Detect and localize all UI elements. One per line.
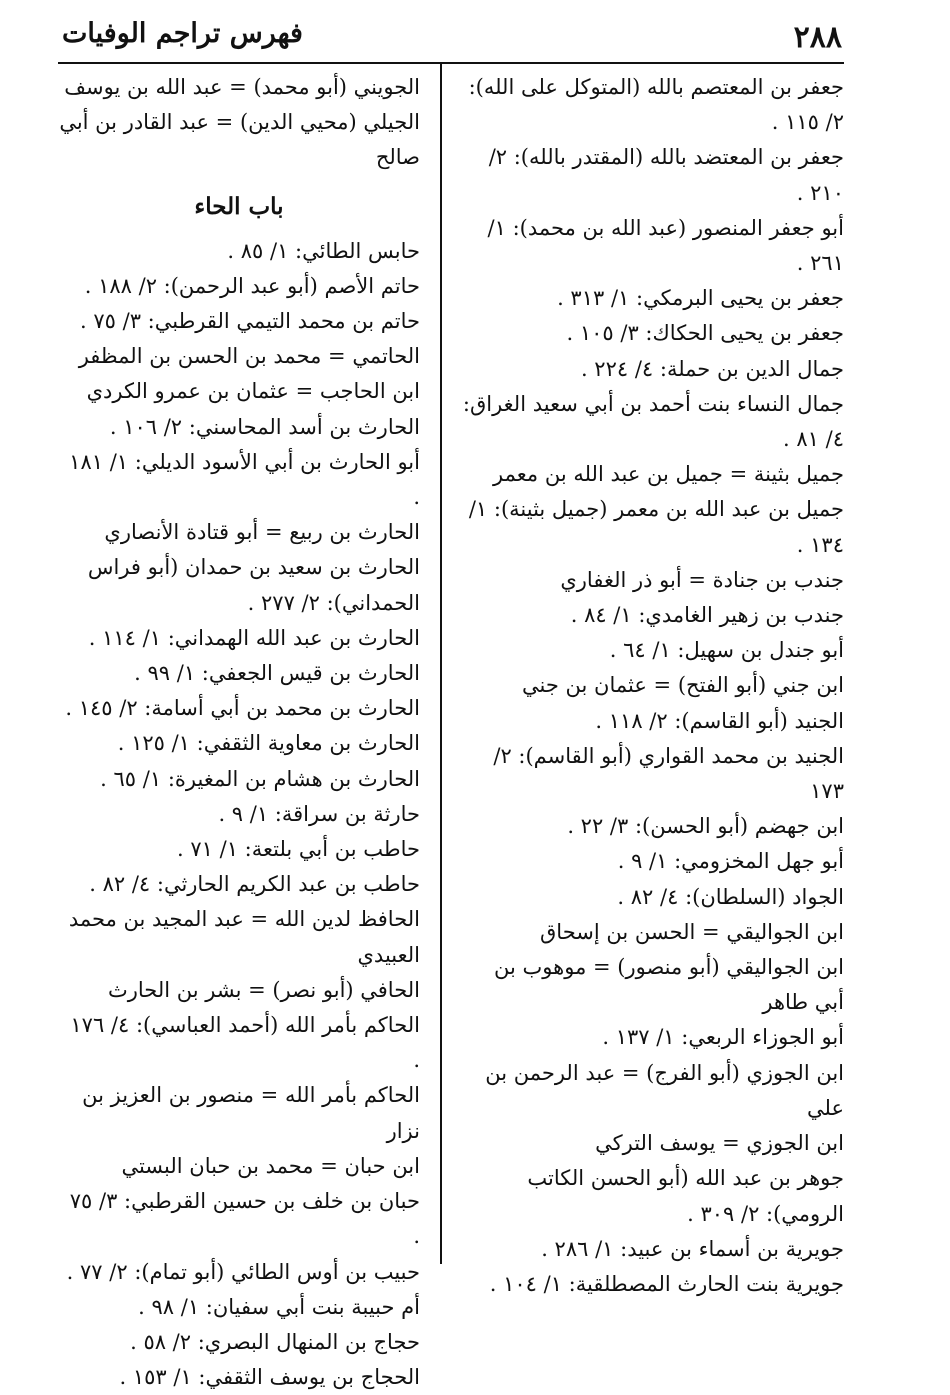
index-entry: الجواد (السلطان): ٤/ ٨٢ . bbox=[617, 884, 844, 909]
index-entry: جعفر بن المعتضد بالله (المقتدر بالله): ٢/ ٢١٠ . bbox=[488, 145, 844, 205]
index-entry: الجنيد (أبو القاسم): ٢/ ١١٨ . bbox=[595, 708, 844, 733]
index-entry: جميل بثينة = جميل بن عبد الله بن معمر bbox=[493, 462, 844, 487]
index-entry: الجويني (أبو محمد) = عبد الله بن يوسف bbox=[64, 75, 420, 99]
left-entries-after-heading bbox=[58, 234, 420, 1395]
index-entry: جويرية بن أسماء بن عبيد: ١/ ٢٨٦ . bbox=[541, 1236, 844, 1261]
index-entry: جميل بن عبد الله بن معمر (جميل بثينة): ١/ ١٣٤ . bbox=[468, 497, 844, 557]
index-entry: الحاكم بأمر الله (أحمد العباسي): ٤/ ١٧٦ . bbox=[70, 1013, 420, 1073]
index-entry: الحارث بن محمد بن أبي أسامة: ٢/ ١٤٥ . bbox=[65, 696, 420, 721]
index-entry: الحاتمي = محمد بن الحسن بن المظفر bbox=[78, 344, 420, 369]
index-entry: حبان بن خلف بن حسين القرطبي: ٣/ ٧٥ . bbox=[69, 1189, 420, 1249]
index-entry: الحافي (أبو نصر) = بشر بن الحارث bbox=[107, 977, 420, 1002]
index-entry: حابس الطائي: ١/ ٨٥ . bbox=[227, 238, 420, 263]
header-rule bbox=[58, 62, 844, 64]
index-entry: الجيلي (محيي الدين) = عبد القادر بن أبي صالح bbox=[59, 110, 420, 170]
index-entry: الحارث بن عبد الله الهمداني: ١/ ١١٤ . bbox=[88, 625, 420, 650]
index-entry: حاتم الأصم (أبو عبد الرحمن): ٢/ ١٨٨ . bbox=[84, 273, 420, 298]
index-entry: أم حبيبة بنت أبي سفيان: ١/ ٩٨ . bbox=[138, 1294, 420, 1319]
index-entry: ابن الجوزي (أبو الفرج) = عبد الرحمن بن علي bbox=[485, 1060, 844, 1120]
index-entry: ابن الجوزي = يوسف التركي bbox=[595, 1131, 844, 1156]
running-title: فهرس تراجم الوفيات bbox=[62, 18, 303, 49]
index-entry: الحارث بن هشام بن المغيرة: ١/ ٦٥ . bbox=[100, 766, 420, 791]
index-entry: أبو جندل بن سهيل: ١/ ٦٤ . bbox=[609, 638, 844, 663]
column-divider bbox=[440, 64, 442, 1264]
index-entry: أبو الجوزاء الربعي: ١/ ١٣٧ . bbox=[602, 1025, 844, 1050]
index-entry: أبو جعفر المنصور (عبد الله بن محمد): ١/ ٢٦١ . bbox=[487, 215, 844, 276]
index-entry: جمال الدين بن حملة: ٤/ ٢٢٤ . bbox=[580, 356, 844, 381]
index-entry: جمال النساء بنت أحمد بن أبي سعيد الغراق: ٤/ ٨١ . bbox=[462, 391, 844, 452]
index-entry: حبيب بن أوس الطائي (أبو تمام): ٢/ ٧٧ . bbox=[66, 1259, 420, 1284]
index-entry: الحجاج بن يوسف الثقفي: ١/ ١٥٣ . bbox=[119, 1365, 420, 1390]
index-entry: جويرية بنت الحارث المصطلقية: ١/ ١٠٤ . bbox=[489, 1271, 844, 1296]
index-entry: الحارث بن أسد المحاسني: ٢/ ١٠٦ . bbox=[109, 414, 420, 439]
index-entry: الحارث بن سعيد بن حمدان (أبو فراس الحمداني): ٢/ ٢٧٧ . bbox=[87, 555, 420, 615]
index-entry: ابن جهضم (أبو الحسن): ٣/ ٢٢ . bbox=[567, 814, 844, 839]
index-entry: حجاج بن المنهال البصري: ٢/ ٥٨ . bbox=[130, 1329, 420, 1354]
index-entry: ابن الجواليقي = الحسن بن إسحاق bbox=[540, 919, 844, 944]
index-entry: حاطب بن أبي بلتعة: ١/ ٧١ . bbox=[177, 837, 420, 862]
index-entry: أبو الحارث بن أبي الأسود الديلي: ١/ ١٨١ . bbox=[69, 449, 420, 510]
left-entries-before-heading bbox=[58, 70, 420, 176]
index-entry: جندب بن جنادة = أبو ذر الغفاري bbox=[560, 567, 844, 592]
index-entry: جعفر بن يحيى البرمكي: ١/ ٣١٣ . bbox=[557, 286, 844, 311]
left-column bbox=[58, 70, 420, 1395]
index-entry: الحافظ لدين الله = عبد المجيد بن محمد العبيدي bbox=[68, 907, 420, 967]
index-entry: الجنيد بن محمد القواري (أبو القاسم): ٢/ ١٧٣ bbox=[493, 743, 844, 804]
index-entry: جوهر بن عبد الله (أبو الحسن الكاتب الرومي): ٢/ ٣٠٩ . bbox=[527, 1166, 844, 1226]
index-entry: ابن الحاجب = عثمان بن عمرو الكردي bbox=[86, 379, 420, 404]
index-entry: الحاكم بأمر الله = منصور بن العزيز بن نزار bbox=[82, 1083, 420, 1143]
index-entry: الحارث بن معاوية الثقفي: ١/ ١٢٥ . bbox=[117, 731, 420, 756]
page-header bbox=[62, 10, 842, 60]
page-number: ٢٨٨ bbox=[793, 20, 842, 55]
index-entry: جعفر بن المعتصم بالله (المتوكل على الله): ٢/ ١١٥ . bbox=[468, 75, 844, 135]
index-entry: الحارث بن قيس الجعفي: ١/ ٩٩ . bbox=[134, 661, 420, 686]
index-entry: الحارث بن ربيع = أبو قتادة الأنصاري bbox=[104, 520, 420, 545]
right-column bbox=[462, 70, 844, 1302]
index-entry: ابن الجواليقي (أبو منصور) = موهوب بن أبي طاهر bbox=[494, 955, 844, 1015]
index-entry: أبو جهل المخزومي: ١/ ٩ . bbox=[617, 849, 844, 874]
section-heading: باب الحاء bbox=[194, 192, 284, 220]
index-entry: جندب بن زهير الغامدي: ١/ ٨٤ . bbox=[570, 603, 844, 628]
index-entry: ابن حبان = محمد بن حبان البستي bbox=[121, 1153, 420, 1178]
index-entry: حارثة بن سراقة: ١/ ٩ . bbox=[218, 801, 420, 826]
index-entry: حاطب بن عبد الكريم الحارثي: ٤/ ٨٢ . bbox=[89, 872, 420, 897]
index-entry: حاتم بن محمد التيمي القرطبي: ٣/ ٧٥ . bbox=[80, 309, 420, 334]
index-entry: جعفر بن يحيى الحكاك: ٣/ ١٠٥ . bbox=[566, 321, 844, 346]
index-entry: ابن جني (أبو الفتح) = عثمان بن جني bbox=[522, 673, 844, 698]
